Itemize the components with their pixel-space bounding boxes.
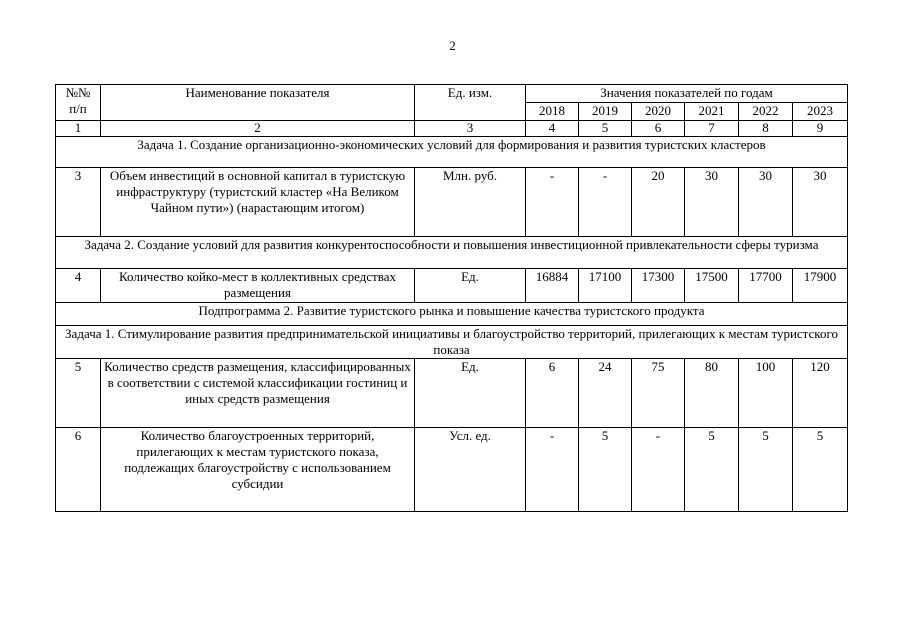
- header-name: Наименование показателя: [101, 85, 415, 121]
- column-number: 5: [579, 121, 632, 137]
- row-value: 20: [632, 168, 685, 237]
- row-value: 80: [685, 359, 739, 428]
- row-num: 6: [56, 428, 101, 512]
- row-value: 24: [579, 359, 632, 428]
- row-value: 17300: [632, 269, 685, 303]
- row-value: -: [632, 428, 685, 512]
- section-row: [56, 137, 848, 168]
- row-value: -: [579, 168, 632, 237]
- indicators-table: [55, 84, 848, 512]
- row-value: 30: [793, 168, 848, 237]
- row-value: 5: [793, 428, 848, 512]
- header-num-cell: [56, 85, 101, 121]
- row-unit: Усл. ед.: [415, 428, 526, 512]
- row-value: 5: [579, 428, 632, 512]
- column-number: 7: [685, 121, 739, 137]
- column-number: 9: [793, 121, 848, 137]
- header-year: 2019: [579, 103, 632, 121]
- section-task2: Задача 2. Создание условий для развития конкурентоспособности и повышения инвестиционной привлекательности сферы туризма: [56, 237, 848, 269]
- row-unit: Ед.: [415, 359, 526, 428]
- header-unit: Ед. изм.: [415, 85, 526, 121]
- column-numbers-row: [56, 121, 848, 137]
- row-value: 120: [793, 359, 848, 428]
- header-year: 2023: [793, 103, 848, 121]
- page-number: 2: [449, 38, 456, 53]
- row-name: Количество койко-мест в коллективных средствах размещения: [101, 269, 415, 303]
- row-unit: Ед.: [415, 269, 526, 303]
- row-name: Объем инвестиций в основной капитал в туристскую инфраструктуру (туристский кластер «На Великом Чайном пути») (нарастающим итогом): [101, 168, 415, 237]
- section-row: [56, 237, 848, 269]
- row-value: 17100: [579, 269, 632, 303]
- row-value: 5: [685, 428, 739, 512]
- table-row: [56, 269, 848, 303]
- row-value: 17700: [739, 269, 793, 303]
- row-num: 4: [56, 269, 101, 303]
- row-value: 30: [739, 168, 793, 237]
- section-task1b: Задача 1. Стимулирование развития предпринимательской инициативы и благоустройство территорий, прилегающих к местам туристского показа: [56, 326, 848, 359]
- row-value: 17900: [793, 269, 848, 303]
- row-num: 5: [56, 359, 101, 428]
- column-number: 6: [632, 121, 685, 137]
- table-row: [56, 428, 848, 512]
- header-year: 2021: [685, 103, 739, 121]
- row-value: -: [526, 428, 579, 512]
- table-row: [56, 359, 848, 428]
- row-value: 100: [739, 359, 793, 428]
- row-value: -: [526, 168, 579, 237]
- table-row: [56, 168, 848, 237]
- row-value: 75: [632, 359, 685, 428]
- column-number: 3: [415, 121, 526, 137]
- row-name: Количество благоустроенных территорий, прилегающих к местам туристского показа, подлежащих благоустройству с использованием субсидии: [101, 428, 415, 512]
- row-value: 6: [526, 359, 579, 428]
- column-number: 1: [56, 121, 101, 137]
- section-row: [56, 326, 848, 359]
- row-value: 16884: [526, 269, 579, 303]
- section-row: [56, 303, 848, 326]
- header-year: 2020: [632, 103, 685, 121]
- row-value: 17500: [685, 269, 739, 303]
- header-num-line1: №№: [65, 85, 91, 100]
- row-value: 30: [685, 168, 739, 237]
- row-name: Количество средств размещения, классифицированных в соответствии с системой классификации гостиниц и иных средств размещения: [101, 359, 415, 428]
- header-year: 2018: [526, 103, 579, 121]
- header-row-1: [56, 85, 848, 103]
- section-subprogram2: Подпрограмма 2. Развитие туристского рынка и повышение качества туристского продукта: [56, 303, 848, 326]
- row-value: 5: [739, 428, 793, 512]
- header-num-line2: п/п: [69, 101, 87, 116]
- header-year: 2022: [739, 103, 793, 121]
- column-number: 2: [101, 121, 415, 137]
- column-number: 4: [526, 121, 579, 137]
- column-number: 8: [739, 121, 793, 137]
- row-unit: Млн. руб.: [415, 168, 526, 237]
- section-task1: Задача 1. Создание организационно-экономических условий для формирования и развития туристских кластеров: [56, 137, 848, 168]
- header-values-title: Значения показателей по годам: [526, 85, 848, 103]
- row-num: 3: [56, 168, 101, 237]
